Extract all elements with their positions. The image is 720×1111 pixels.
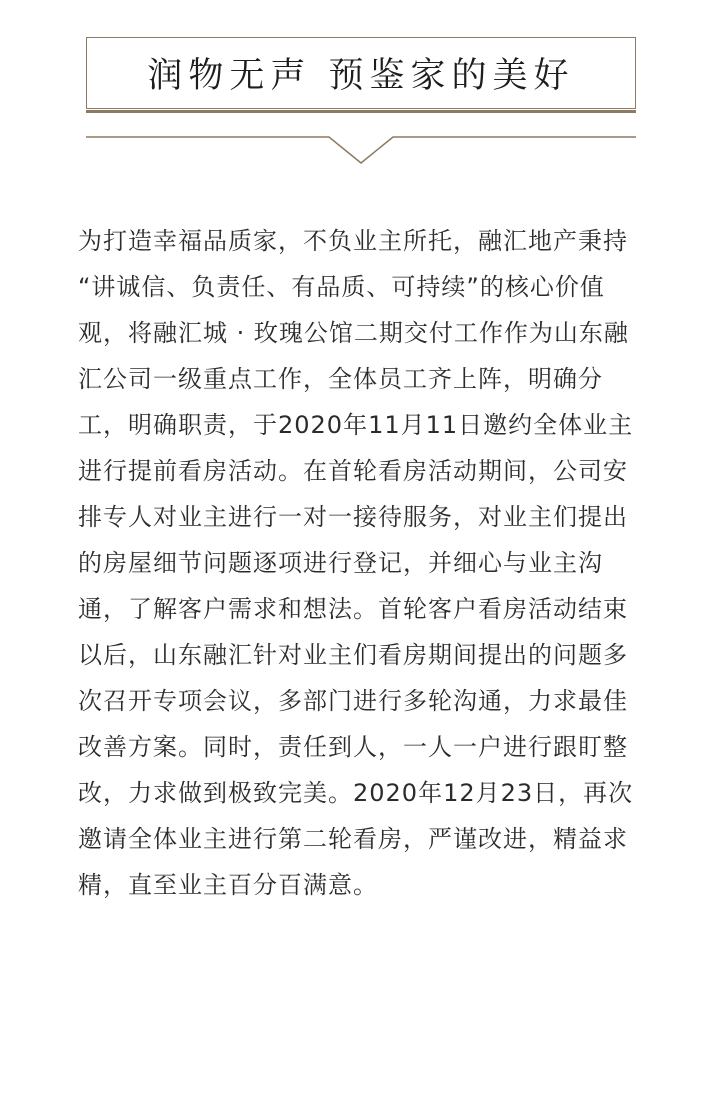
article-line: 精，直至业主百分百满意。: [78, 871, 378, 899]
article-line: 的房屋细节问题逐项进行登记，并细心与业主沟: [78, 549, 603, 577]
article-line: 邀请全体业主进行第二轮看房，严谨改进，精益求: [78, 825, 628, 853]
page-title: 润物无声 预鉴家的美好: [147, 56, 575, 96]
divider-line: [86, 137, 636, 163]
article-line: 改，力求做到极致完美。2020年12月23日，再次: [78, 779, 634, 807]
article-line: 通，了解客户需求和想法。首轮客户看房活动结束: [78, 595, 628, 623]
article-line: 进行提前看房活动。在首轮看房活动期间，公司安: [78, 457, 628, 485]
article-line: 观，将融汇城 · 玫瑰公馆二期交付工作作为山东融: [78, 319, 629, 347]
article-line: 排专人对业主进行一对一接待服务，对业主们提出: [78, 503, 628, 531]
article-body: [78, 218, 658, 908]
article-line: 工，明确职责，于2020年11月11日邀约全体业主: [78, 411, 634, 439]
article-line: “讲诚信、负责任、有品质、可持续”的核心价值: [78, 273, 605, 301]
article-line: 改善方案。同时，责任到人，一人一户进行跟盯整: [78, 733, 628, 761]
title-box: [86, 37, 636, 109]
article-line: 次召开专项会议，多部门进行多轮沟通，力求最佳: [78, 687, 628, 715]
article-line: 汇公司一级重点工作，全体员工齐上阵，明确分: [78, 365, 603, 393]
notched-divider: [86, 131, 636, 171]
article-line: 为打造幸福品质家，不负业主所托，融汇地产秉持: [78, 227, 628, 255]
article-line: 以后，山东融汇针对业主们看房期间提出的问题多: [78, 641, 628, 669]
